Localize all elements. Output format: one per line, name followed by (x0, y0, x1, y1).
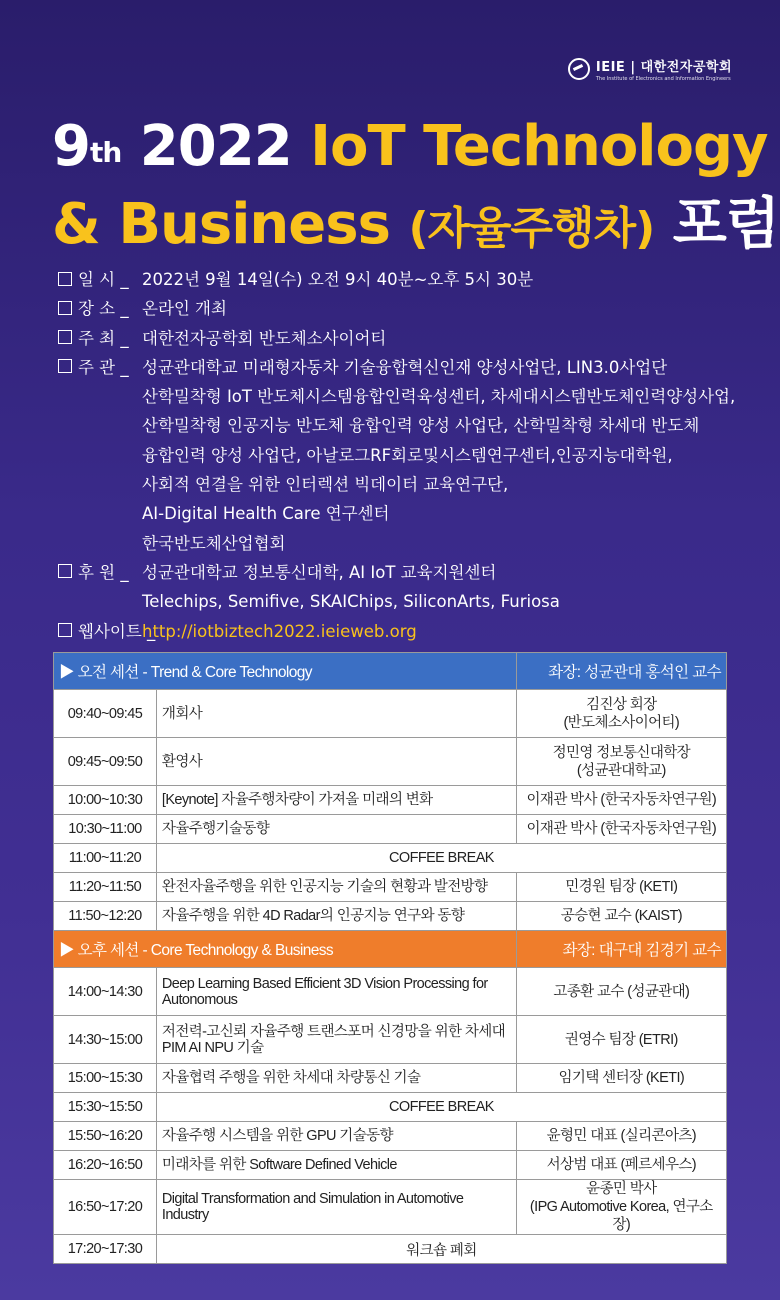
info-organizer-line: 산학밀착형 인공지능 반도체 융합인력 양성 사업단, 산학밀착형 차세대 반도체 (142, 416, 700, 436)
info-place: 장 소 _ 온라인 개최 (58, 294, 735, 323)
info-organizer-line: 산학밀착형 IoT 반도체시스템융합인력육성센터, 차세대시스템반도체인력양성사업, (142, 387, 736, 407)
info-website: 웹사이트 _ http://iotbiztech2022.ieieweb.org (58, 617, 735, 646)
schedule-table (53, 652, 727, 1264)
table-row: 15:50~16:20 자율주행 시스템을 위한 GPU 기술동향 윤형민 대표 (실리콘아츠) (54, 1122, 727, 1151)
logo-subtext: The Institute of Electronics and Information Engineers (595, 76, 731, 82)
info-organizer-line: 사회적 연결을 위한 인터렉션 빅데이터 교육연구단, (142, 475, 509, 495)
pm-session-title: ▶ 오후 세션 - Core Technology & Business (54, 931, 517, 968)
event-info (58, 265, 735, 646)
checkbox-icon (58, 623, 72, 637)
checkbox-icon (58, 301, 72, 315)
info-sponsor-line: Telechips, Semifive, SKAIChips, SiliconArts, Furiosa (142, 592, 560, 612)
title-business: Business (118, 192, 390, 257)
am-session-chair: 좌장: 성균관대 홍석인 교수 (516, 653, 726, 690)
table-row: 14:00~14:30 Deep Learning Based Efficient 3D Vision Processing for Autonomous 고종환 교수 (성균관대) (54, 968, 727, 1016)
title-forum: 포럼 (672, 192, 779, 257)
table-row-break: 11:00~11:20 COFFEE BREAK (54, 844, 727, 873)
table-row: 09:40~09:45 개회사 김진상 회장 (반도체소사이어티) (54, 690, 727, 738)
pm-session-chair: 좌장: 대구대 김경기 교수 (516, 931, 726, 968)
table-row: 11:20~11:50 완전자율주행을 위한 인공지능 기술의 현황과 발전방향 민경원 팀장 (KETI) (54, 873, 727, 902)
title-year: 2022 (139, 114, 292, 179)
table-row-break: 15:30~15:50 COFFEE BREAK (54, 1093, 727, 1122)
checkbox-icon (58, 564, 72, 578)
title-edition: 9 (52, 114, 90, 179)
am-session-title: ▶ 오전 세션 - Trend & Core Technology (54, 653, 517, 690)
info-organizer-line: 융합인력 양성 사업단, 아날로그RF회로및시스템연구센터,인공지능대학원, (142, 445, 673, 465)
page-title (52, 108, 779, 268)
ieie-logo (568, 56, 732, 82)
title-subject: (자율주행차) (408, 203, 655, 254)
pm-session-header (54, 931, 727, 968)
title-edition-suffix: th (89, 136, 122, 169)
website-link[interactable]: http://iotbiztech2022.ieieweb.org (142, 621, 417, 641)
info-organizer-line: 한국반도체산업협회 (142, 533, 286, 553)
table-row: 09:45~09:50 환영사 정민영 정보통신대학장 (성균관대학교) (54, 738, 727, 786)
checkbox-icon (58, 272, 72, 286)
info-organizer-line: AI-Digital Health Care 연구센터 (142, 504, 390, 524)
info-sponsor: 후 원 _ 성균관대학교 정보통신대학, AI IoT 교육지원센터 (58, 558, 735, 587)
title-amp: & (52, 192, 100, 257)
info-organizer: 주 관 _ 성균관대학교 미래형자동차 기술융합혁신인재 양성사업단, LIN3.0사업단 (58, 353, 735, 382)
info-host: 주 최 _ 대한전자공학회 반도체소사이어티 (58, 324, 735, 353)
table-row: 10:00~10:30 [Keynote] 자율주행차량이 가져올 미래의 변화 이재관 박사 (한국자동차연구원) (54, 786, 727, 815)
table-row: 11:50~12:20 자율주행을 위한 4D Radar의 인공지능 연구와 동향 공승현 교수 (KAIST) (54, 902, 727, 931)
info-date: 일 시 _ 2022년 9월 14일(수) 오전 9시 40분~오후 5시 30분 (58, 265, 735, 294)
title-iot: IoT Technology (310, 114, 768, 179)
table-row: 14:30~15:00 저전력-고신뢰 자율주행 트랜스포머 신경망을 위한 차세대 PIM AI NPU 기술 권영수 팀장 (ETRI) (54, 1016, 727, 1064)
checkbox-icon (58, 330, 72, 344)
table-row: 15:00~15:30 자율협력 주행을 위한 차세대 차량통신 기술 임기택 센터장 (KETI) (54, 1064, 727, 1093)
table-row-break: 17:20~17:30 워크숍 폐회 (54, 1235, 727, 1264)
logo-text: IEIE | 대한전자공학회 (595, 60, 732, 75)
table-row: 16:20~16:50 미래차를 위한 Software Defined Vehicle 서상범 대표 (페르세우스) (54, 1151, 727, 1180)
table-row: 10:30~11:00 자율주행기술동향 이재관 박사 (한국자동차연구원) (54, 815, 727, 844)
ieie-logo-icon (568, 58, 590, 80)
checkbox-icon (58, 359, 72, 373)
table-row: 16:50~17:20 Digital Transformation and Simulation in Automotive Industry 윤종민 박사 (IPG Automotive Korea, 연구소장) (54, 1180, 727, 1235)
am-session-header (54, 653, 727, 690)
